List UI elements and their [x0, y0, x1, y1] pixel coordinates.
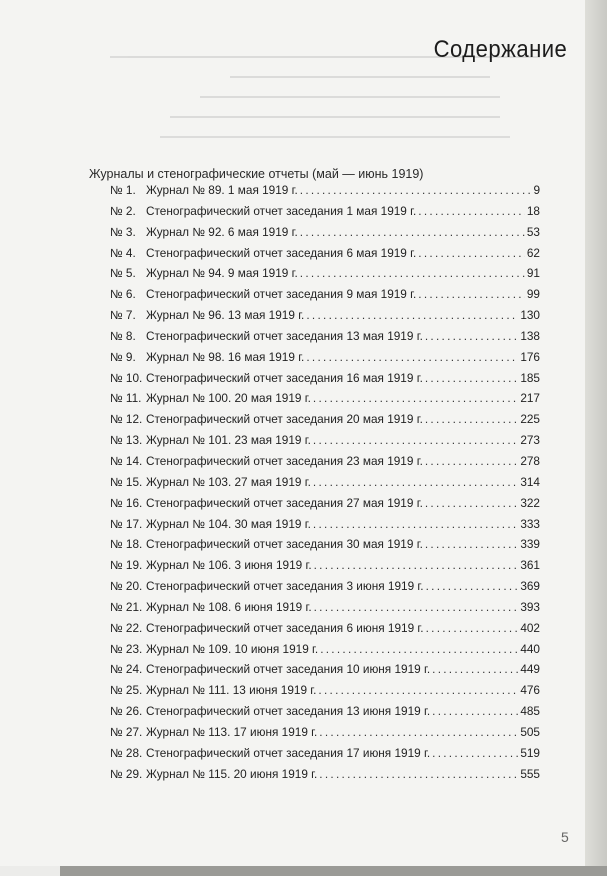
entry-title: Журнал № 106. 3 июня 1919 г. [146, 558, 312, 573]
entry-page: 278 [520, 453, 540, 468]
entry-page: 339 [520, 537, 540, 552]
entry-page: 449 [520, 662, 540, 677]
entry-title: Журнал № 94. 9 мая 1919 г. [146, 266, 298, 281]
dot-leader [300, 263, 525, 284]
entry-title: Журнал № 101. 23 мая 1919 г. [146, 433, 311, 448]
dot-leader [314, 555, 519, 576]
entry-title: Журнал № 92. 6 мая 1919 г. [146, 224, 298, 239]
entry-title: Журнал № 104. 30 мая 1919 г. [146, 516, 311, 531]
toc-entry [110, 409, 540, 430]
page-number: 5 [561, 829, 569, 845]
dot-leader [425, 451, 518, 472]
toc-entry [110, 222, 540, 243]
toc-entry [110, 701, 540, 722]
toc-entry [110, 472, 540, 493]
entry-title: Стенографический отчет заседания 30 мая 1919 г. [146, 537, 423, 552]
entry-number: № 13. [110, 433, 143, 448]
toc-entry [110, 722, 540, 743]
dot-leader [432, 743, 518, 764]
entry-title: Стенографический отчет заседания 6 мая 1919 г. [146, 245, 417, 260]
entry-number: № 27. [110, 724, 143, 739]
entry-title: Журнал № 108. 6 июня 1919 г. [146, 599, 312, 614]
entry-number: № 9. [110, 349, 136, 364]
toc-entry [110, 680, 540, 701]
entry-title: Журнал № 96. 13 мая 1919 г. [146, 308, 305, 323]
entry-page: 18 [526, 203, 540, 218]
entry-page: 555 [520, 766, 540, 781]
entry-title: Журнал № 109. 10 июня 1919 г. [146, 641, 319, 656]
entry-title: Стенографический отчет заседания 27 мая 1919 г. [146, 495, 423, 510]
entry-page: 322 [520, 495, 540, 510]
entry-page: 369 [520, 579, 540, 594]
entry-page: 505 [520, 724, 540, 739]
entry-title: Стенографический отчет заседания 20 мая 1919 г. [146, 412, 423, 427]
entry-page: 62 [526, 245, 540, 260]
toc-entry [110, 493, 540, 514]
toc-entry [110, 347, 540, 368]
entry-page: 217 [520, 391, 540, 406]
entry-title: Стенографический отчет заседания 16 мая 1919 г. [146, 370, 423, 385]
entry-page: 333 [520, 516, 540, 531]
entry-title: Стенографический отчет заседания 3 июня 1919 г. [146, 579, 424, 594]
entry-number: № 12. [110, 412, 143, 427]
entry-number: № 8. [110, 328, 136, 343]
entry-page: 91 [526, 266, 540, 281]
dot-leader [306, 305, 518, 326]
entry-number: № 11. [110, 391, 142, 406]
entry-title: Журнал № 98. 16 мая 1919 г. [146, 349, 305, 364]
entry-number: № 6. [110, 287, 136, 302]
toc-entry [110, 263, 540, 284]
entry-number: № 5. [110, 266, 136, 281]
dot-leader [418, 243, 525, 264]
dot-leader [418, 284, 525, 305]
entry-number: № 20. [110, 579, 143, 594]
dot-leader [300, 180, 532, 201]
toc-entry [110, 368, 540, 389]
entry-page: 138 [520, 328, 540, 343]
toc-entry [110, 201, 540, 222]
entry-number: № 21. [110, 599, 143, 614]
entry-page: 393 [520, 599, 540, 614]
entry-number: № 10. [110, 370, 143, 385]
entry-page: 99 [526, 287, 540, 302]
entry-title: Стенографический отчет заседания 13 июня 1919 г. [146, 704, 431, 719]
entry-page: 361 [520, 558, 540, 573]
toc-entry [110, 576, 540, 597]
dot-leader [320, 639, 518, 660]
entry-number: № 16. [110, 495, 143, 510]
entry-number: № 23. [110, 641, 143, 656]
page-edge-shadow [585, 0, 607, 876]
toc-entry [110, 243, 540, 264]
entry-number: № 1. [110, 183, 136, 197]
entry-title: Стенографический отчет заседания 17 июня 1919 г. [146, 745, 431, 760]
entry-title: Журнал № 113. 17 июня 1919 г. [146, 724, 318, 739]
dot-leader [313, 472, 518, 493]
toc-entry [110, 743, 540, 764]
entry-page: 185 [520, 370, 540, 385]
toc-entry [110, 555, 540, 576]
dot-leader [418, 201, 525, 222]
entry-number: № 29. [110, 766, 143, 781]
entry-page: 9 [533, 183, 540, 197]
entry-page: 53 [526, 224, 540, 239]
toc-entry [110, 284, 540, 305]
toc-entry [110, 764, 540, 785]
toc-entry [110, 388, 540, 409]
entry-number: № 17. [110, 516, 143, 531]
dot-leader [313, 388, 518, 409]
entry-page: 519 [520, 745, 540, 760]
entry-number: № 28. [110, 745, 143, 760]
entry-title: Стенографический отчет заседания 23 мая 1919 г. [146, 453, 423, 468]
toc-entry [110, 180, 540, 201]
entry-number: № 18. [110, 537, 143, 552]
toc-entry [110, 305, 540, 326]
section-heading: Журналы и стенографические отчеты (май — июнь 1919) [89, 167, 424, 181]
entry-page: 402 [520, 620, 540, 635]
dot-leader [425, 368, 518, 389]
dot-leader [426, 576, 519, 597]
entry-title: Журнал № 111. 13 июня 1919 г. [146, 683, 317, 698]
toc-entry [110, 326, 540, 347]
entry-page: 476 [520, 683, 540, 698]
entry-number: № 15. [110, 474, 143, 489]
entry-number: № 14. [110, 453, 143, 468]
entry-page: 440 [520, 641, 540, 656]
entry-number: № 25. [110, 683, 143, 698]
entry-title: Стенографический отчет заседания 6 июня 1919 г. [146, 620, 424, 635]
dot-leader [318, 680, 518, 701]
entry-number: № 24. [110, 662, 143, 677]
entry-page: 485 [520, 704, 540, 719]
toc-entry [110, 451, 540, 472]
entry-title: Журнал № 89. 1 мая 1919 г. [146, 183, 298, 197]
scan-bottom-strip [60, 866, 607, 876]
toc-entry [110, 659, 540, 680]
entry-page: 273 [520, 433, 540, 448]
entry-title: Стенографический отчет заседания 10 июня 1919 г. [146, 662, 431, 677]
dot-leader [319, 764, 518, 785]
dot-leader [425, 534, 518, 555]
dot-leader [432, 659, 518, 680]
entry-page: 225 [520, 412, 540, 427]
dot-leader [319, 722, 518, 743]
entry-number: № 4. [110, 245, 136, 260]
entry-number: № 7. [110, 308, 136, 323]
toc-entry [110, 597, 540, 618]
entry-number: № 2. [110, 203, 136, 218]
entry-title: Журнал № 103. 27 мая 1919 г. [146, 474, 311, 489]
dot-leader [425, 409, 518, 430]
dot-leader [313, 430, 518, 451]
entry-title: Стенографический отчет заседания 9 мая 1919 г. [146, 287, 417, 302]
toc-entry [110, 639, 540, 660]
dot-leader [306, 347, 518, 368]
dot-leader [425, 326, 518, 347]
entry-page: 314 [520, 474, 540, 489]
entry-title: Журнал № 115. 20 июня 1919 г. [146, 766, 318, 781]
entry-title: Стенографический отчет заседания 13 мая 1919 г. [146, 328, 423, 343]
toc-entry [110, 430, 540, 451]
entry-number: № 19. [110, 558, 143, 573]
entry-number: № 22. [110, 620, 143, 635]
dot-leader [313, 514, 518, 535]
toc-entry [110, 618, 540, 639]
dot-leader [425, 493, 518, 514]
entry-page: 176 [520, 349, 540, 364]
dot-leader [300, 222, 525, 243]
entry-number: № 26. [110, 704, 143, 719]
page-title: Содержание [433, 36, 567, 63]
dot-leader [314, 597, 519, 618]
dot-leader [432, 701, 518, 722]
entry-title: Стенографический отчет заседания 1 мая 1919 г. [146, 203, 417, 218]
toc-entry [110, 534, 540, 555]
entry-number: № 3. [110, 224, 136, 239]
table-of-contents [110, 180, 540, 784]
toc-entry [110, 514, 540, 535]
entry-title: Журнал № 100. 20 мая 1919 г. [146, 391, 311, 406]
dot-leader [426, 618, 519, 639]
entry-page: 130 [520, 308, 540, 323]
